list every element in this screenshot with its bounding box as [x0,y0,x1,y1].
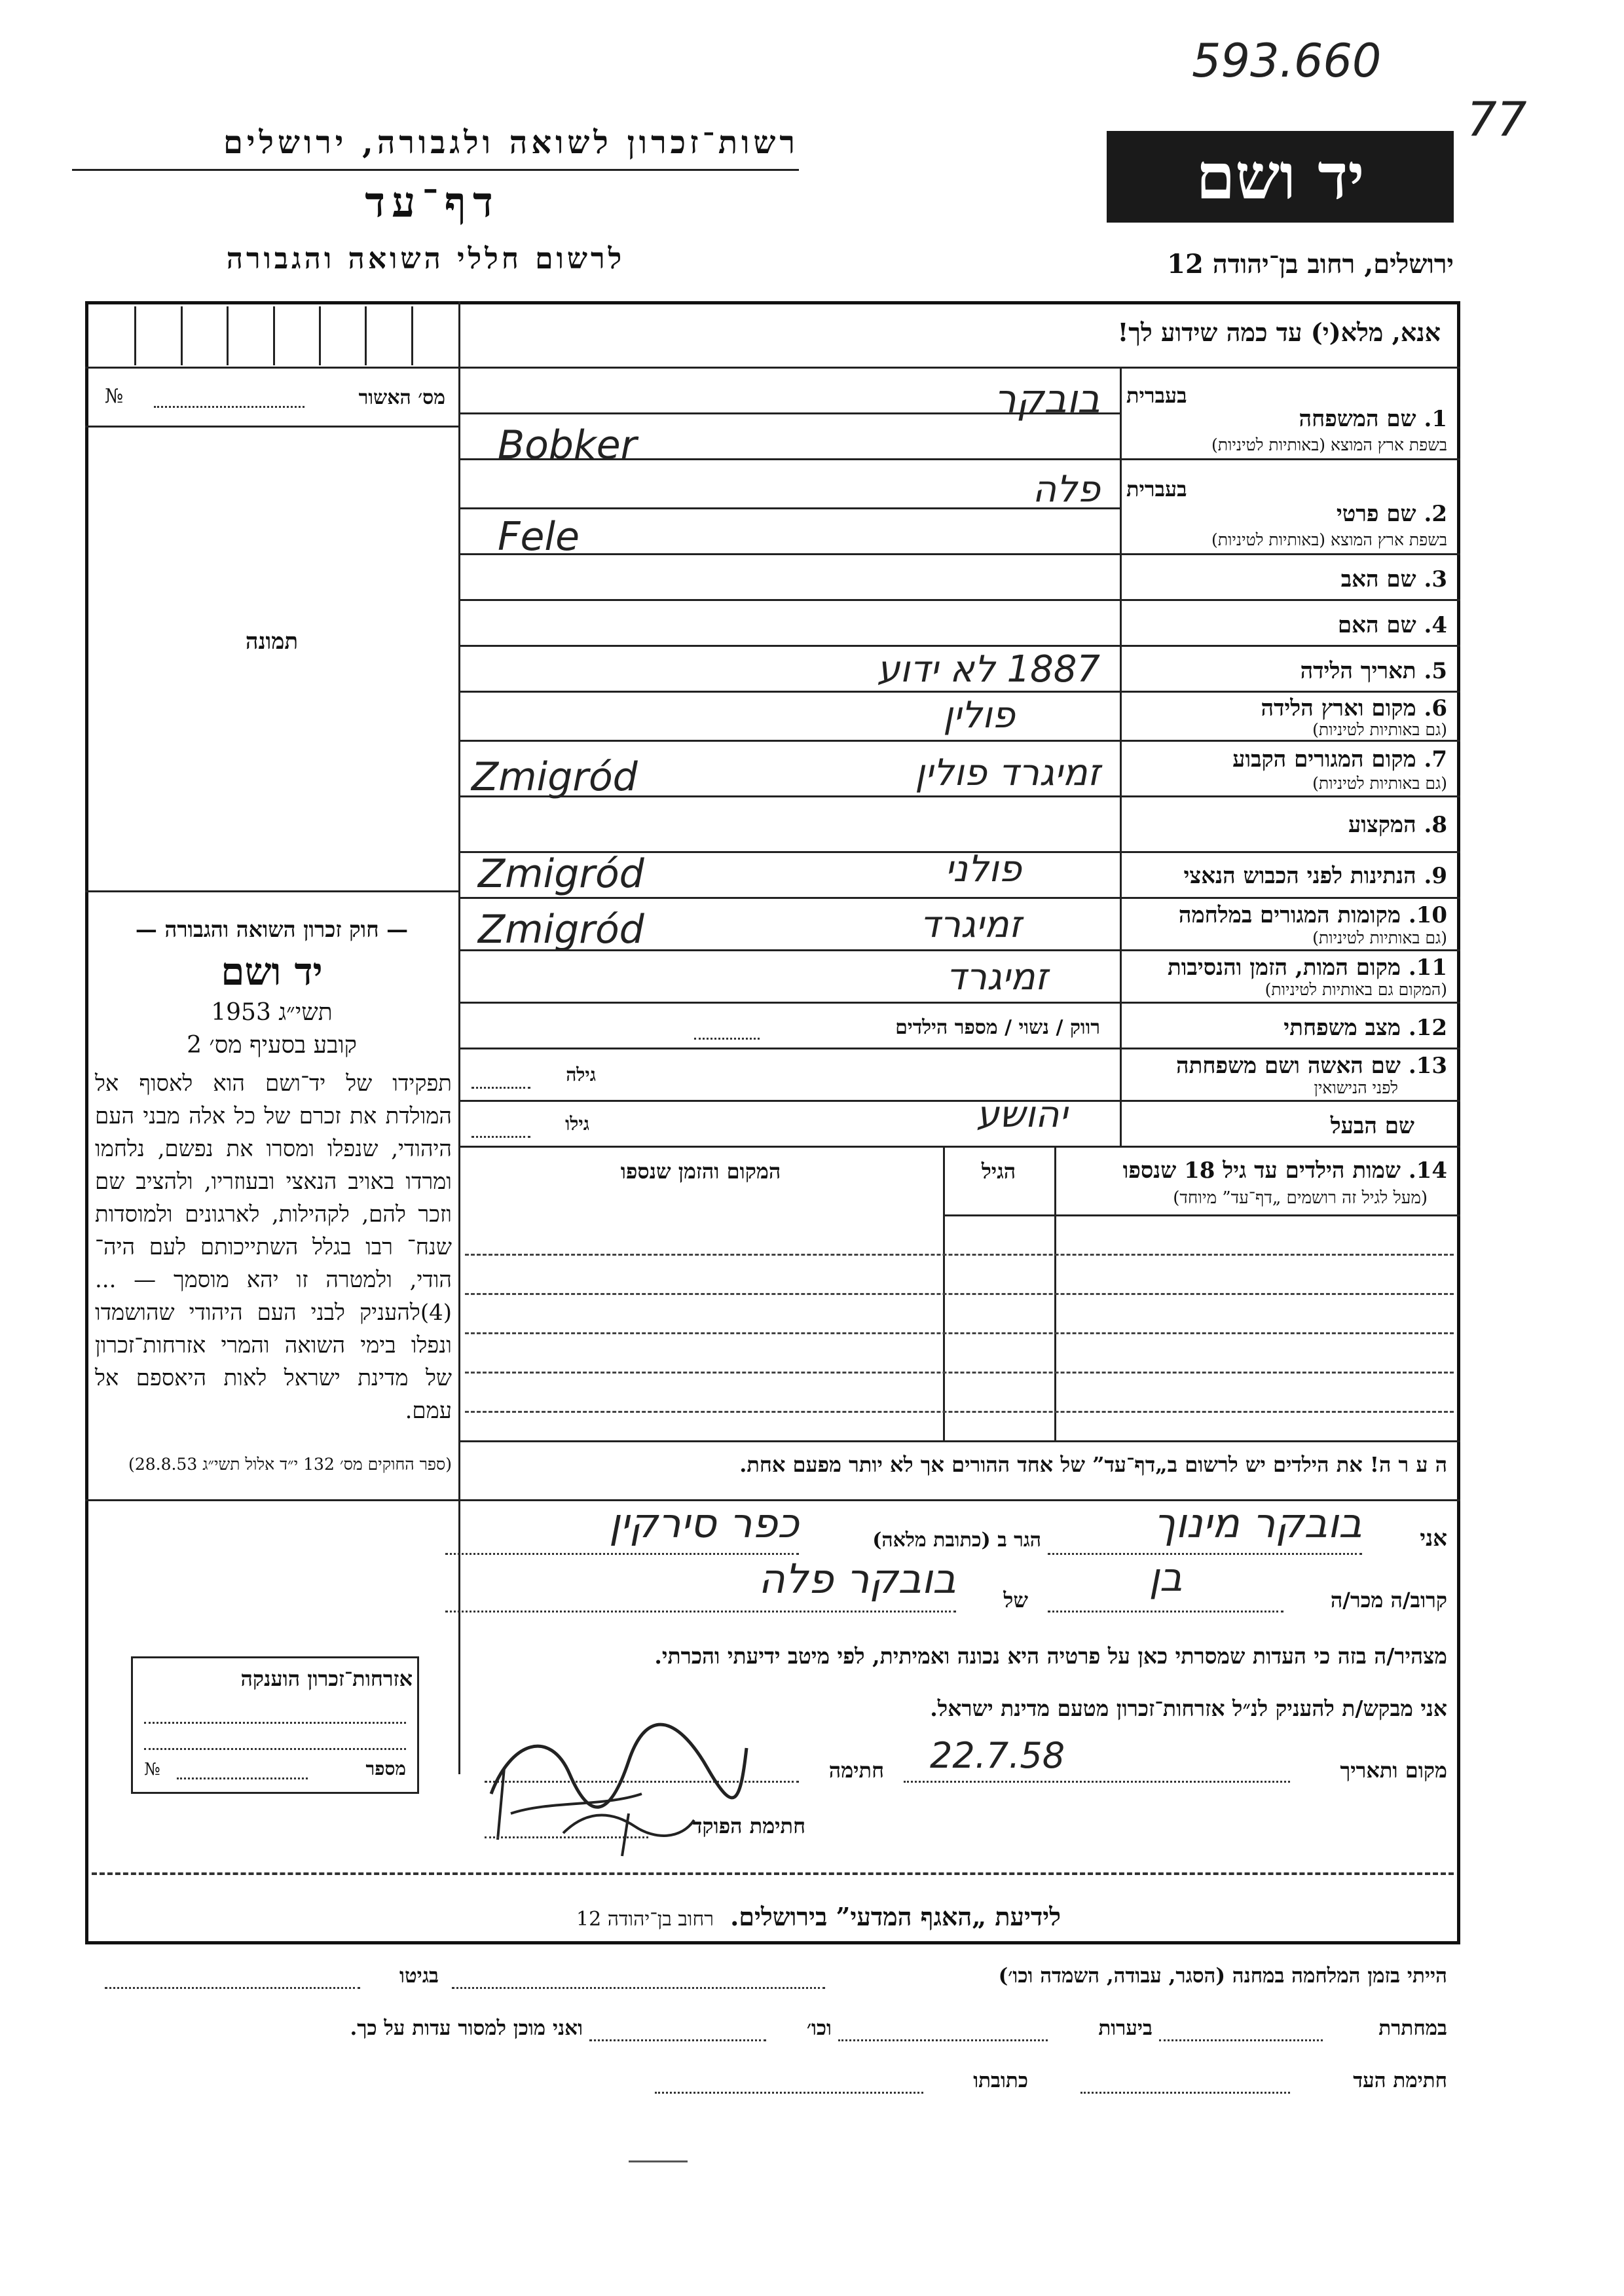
birth-date-value[interactable]: 1887 לא ידוע [877,648,1100,691]
footer-forests-label: ביערות [1098,2016,1153,2040]
nationality-value[interactable]: פולני [944,848,1022,890]
field-3-number: 3. [1424,566,1447,592]
field-9-name: הנתינות לפני הכבוש הנאצי [1183,863,1416,889]
residence-value[interactable]: זמיגרד פולין [915,752,1100,794]
field-13-sub: לפני הנישואין [1314,1078,1398,1097]
declaration-statement: מצהיר/ה בזה כי העדות שמסרתי כאן על פרטיה היא נכונה ואמיתית, לפי מיטב ידיעתי והכרתי. [654,1643,1447,1669]
field-5-label [1126,658,1447,684]
officer-signature-label: חתימת הפוקד [692,1813,805,1838]
field-11-number: 11. [1408,955,1447,981]
address-line: ירושלים, רחוב בן־יהודה 12 [1167,249,1454,280]
children-sub: (מעל לגיל זה רושמים „דף־עד” מיוחד) [1173,1188,1428,1208]
form-title: דף־עד [365,178,500,227]
law-title: — חוק זכרון השואה והגבורה — [135,917,409,942]
law-name: יד ושם [221,949,323,994]
approval-label: מס׳ האשור [358,386,445,409]
field-2-sub: בשפת ארץ המוצא (באותיות לטיניות) [1211,530,1447,549]
field-2-label [1126,501,1447,527]
field-2-hebrew-tag: בעברית [1126,477,1187,501]
field-10-label [1126,902,1447,928]
field-8-number: 8. [1424,812,1447,838]
footer-title-row [458,1902,1179,1932]
field-7-label [1126,746,1447,773]
corner-mark: 77 [1467,92,1527,147]
children-row [465,1372,1454,1374]
footer-camp-label: הייתי בזמן המלחמה במחנה (הסגר, עבודה, השמדה וכו׳) [998,1964,1447,1988]
footer-etc-label: וכו׳ [806,2016,832,2040]
digit-boxes [90,306,457,365]
surname-hebrew-value[interactable]: בובקר [993,376,1100,422]
footer-stub-line [629,2160,688,2162]
citizenship-number-no: № [144,1760,160,1779]
field-11-sub: (המקום גם באותיות לטיניות) [1264,980,1447,999]
field-13-number: 13. [1408,1053,1447,1079]
signature-label: חתימה [828,1758,884,1783]
field-7-number: 7. [1424,746,1447,773]
footer-underground-label: במחתרת [1378,2016,1447,2040]
husband-age-label: גילו [565,1113,589,1135]
field-8-name: המקצוע [1348,812,1416,838]
field-7-name: מקום המגורים הקבוע [1232,746,1416,773]
children-label [1061,1157,1447,1184]
declarant-address[interactable]: כפר סירקין [608,1499,799,1547]
citizenship-number-label: מספר [365,1758,406,1779]
field-10-number: 10. [1408,902,1447,928]
field-4-name: שם האם [1337,612,1416,638]
form-subtitle: לרשום חללי השואה והגבורה [226,242,625,276]
footer-title: לידיעת „האגף המדעי” בירושלים. [730,1902,1061,1931]
photo-label: תמונה [245,629,299,655]
children-age-header: הגיל [981,1159,1016,1184]
field-12-label [1126,1015,1447,1041]
footer-divider [92,1872,1454,1875]
surname-latin-value[interactable]: Bobker [498,422,637,468]
authority-line: רשות־זכרון לשואה ולגבורה, ירושלים [223,124,799,161]
law-reference: (ספר החוקים מס׳ 132 י״ד אלול תשי״ג 28.8.53) [128,1455,452,1474]
field-10-name: מקומות המגורים במלחמה [1178,902,1401,928]
children-row [465,1332,1454,1334]
field-5-name: תאריך הלידה [1300,658,1416,684]
field-6-number: 6. [1424,695,1447,721]
husband-label: שם הבעל [1330,1113,1414,1139]
first-name-hebrew-value[interactable]: פלה [1032,468,1100,511]
wartime-residence-value[interactable]: זמיגרד [919,903,1022,946]
first-name-latin-value[interactable]: Fele [498,514,580,560]
field-1-number: 1. [1424,406,1447,432]
wife-age-label: גילה [566,1064,596,1085]
footer-address: רחוב בן־יהודה 12 [576,1908,714,1931]
field-7-sub: (גם באותיות לטיניות) [1312,774,1447,793]
children-number: 14. [1408,1157,1447,1184]
field-1-hebrew-tag: בעברית [1126,383,1187,408]
field-3-name: שם האב [1340,566,1416,592]
law-section: קובע בסעיף מס׳ 2 [187,1032,357,1059]
yad-vashem-logo [1107,131,1454,223]
field-9-label [1126,863,1447,889]
residing-label: הגר ב (כתובת מלאה) [872,1529,1041,1552]
field-2-number: 2. [1424,501,1447,527]
date-value[interactable]: 22.7.58 [930,1735,1065,1776]
field-3-label [1126,566,1447,592]
footer-ghetto-label: בגיטו [399,1964,439,1988]
declarant-name[interactable]: בובקר מינוך [1153,1499,1362,1547]
place-date-label: מקום ותאריך [1340,1758,1447,1783]
field-1-sub: בשפת ארץ המוצא (באותיות לטיניות) [1211,435,1447,454]
children-row [465,1411,1454,1413]
field-4-label [1126,612,1447,638]
footer-witness-signature-label: חתימת העד [1353,2069,1447,2092]
field-9-number: 9. [1424,863,1447,889]
husband-value[interactable]: יהושע [976,1093,1067,1136]
declaration-i-label: אני [1420,1525,1447,1552]
field-8-label [1126,812,1447,838]
birth-place-value[interactable]: פולין [943,694,1015,737]
of-name-value[interactable]: בובקר פלה [758,1555,956,1603]
field-10-sub: (גם באותיות לטיניות) [1312,928,1447,947]
children-note: ה ע ר ה! את הילדים יש לרשום ב„דף־עד” של אחד ההורים אך לא יותר מפעם אחת. [739,1452,1447,1477]
field-12-name: מצב משפחתי [1283,1015,1401,1041]
children-row [465,1293,1454,1295]
authority-underline [72,169,799,171]
field-4-number: 4. [1424,612,1447,638]
field-5-number: 5. [1424,658,1447,684]
field-12-number: 12. [1408,1015,1447,1041]
logo-text: יד ושם [1196,139,1365,213]
children-title: שמות הילדים עד גיל 18 שנספו [1122,1157,1401,1184]
relative-label: קרוב/ה מכר/ה [1330,1588,1447,1613]
death-place-value[interactable]: זמיגרד [946,956,1048,998]
field-1-name: שם המשפחה [1299,406,1416,432]
officer-signature-scribble [557,1794,701,1859]
residence-latin-value[interactable]: Zmigród [471,754,638,800]
declaration-request: אני מבקש/ת להעניק לנ״ל אזרחות־זכרון מטעם מדינת ישראל. [930,1696,1447,1721]
field-11-name: מקום המות, הזמן והנסיבות [1167,955,1401,981]
field-1-label [1126,406,1447,432]
field-6-sub: (גם באותיות לטיניות) [1312,720,1447,739]
footer-address-label: כתובתו [973,2069,1028,2092]
field-13-label [1126,1053,1447,1079]
law-text: תפקידו של יד־ושם הוא לאסוף אל המולדת את זכרם של כל אלה מבני העם היהודי, שנפלו ומסרו את נפשם, נלחמו ומרדו באויב הנאצי ובעוזריו, ולהציב שם וזכר להם, לקהילות, לארגונים ולמוסדות שנח־ רבו בגלל השתייכותם לעם היה־ הודי, ולמטרה זו יהא מוסמך — ...(4)להעניק לבני העם היהודי שהושמדו ונפלו בימי השואה והמרי אזרחות־זכרון של מדינת ישראל לאות היאספם אל עמם. [95,1070,452,1424]
field-13-name: שם האשה ושם משפחתה [1176,1053,1401,1079]
citizenship-title: אזרחות־זכרון הוענקה [240,1666,413,1691]
footer-ready-label: ואני מוכן למסור עדות על כך. [350,2016,583,2040]
field-2-name: שם פרטי [1336,501,1416,527]
relation-value[interactable]: בן [1149,1555,1183,1601]
field-6-label [1126,695,1447,721]
law-year: תשי״ג 1953 [211,999,333,1026]
children-place-header: המקום והזמן שנספו [620,1159,781,1184]
field-6-name: מקום וארץ הלידה [1261,695,1416,721]
children-row [465,1254,1454,1256]
marital-status-options[interactable]: רווק / נשוי / מספר הילדים [895,1016,1100,1039]
nationality-latin-value[interactable]: Zmigród [478,851,644,897]
wartime-residence-latin-value[interactable]: Zmigród [478,907,644,953]
of-label: של [1003,1588,1028,1613]
catalog-number: 593.660 [1192,34,1382,88]
approval-no: № [105,385,124,408]
instruction-text: אנא, מלא(י) עד כמה שידוע לך! [1117,318,1441,347]
field-11-label [1126,955,1447,981]
